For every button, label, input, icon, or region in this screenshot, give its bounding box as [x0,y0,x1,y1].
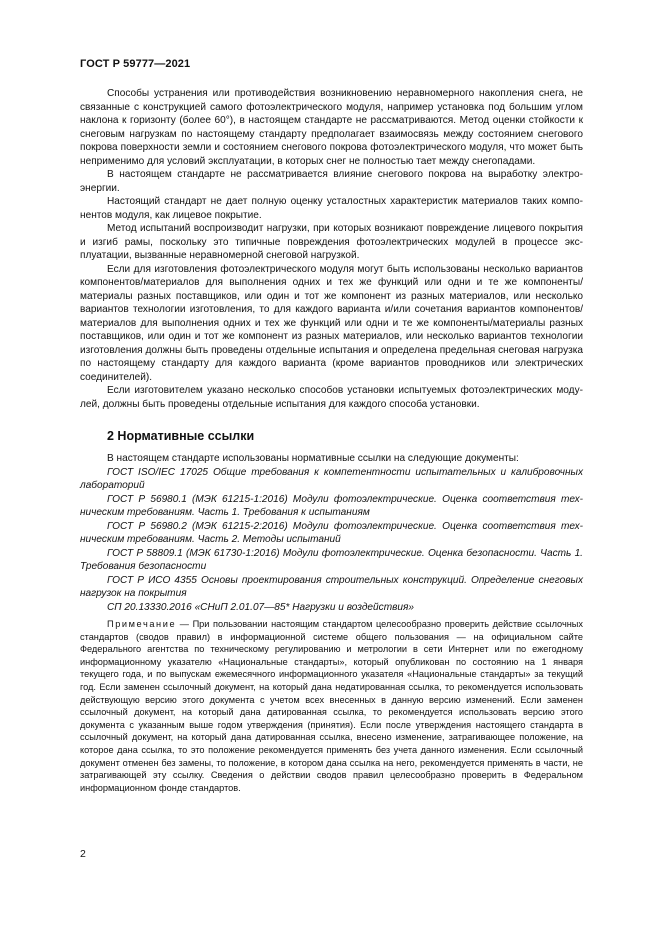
intro-paragraph: Метод испытаний воспроизводит нагрузки, при которых возникают повреждение лицевого покрытия и изгиб рамы, поскольку это типичные повреждения фотоэлектрических модулей в процессе эксплуатации, вызванные неравномерной снеговой нагрузкой. [80,223,583,261]
intro-paragraph: Настоящий стандарт не дает полную оценку усталостных характеристик материалов таких компонентов модуля, как лицевое покрытие. [80,196,583,221]
reference-item: ГОСТ Р 58809.1 (МЭК 61730-1:2016) Модули фотоэлектрические. Оценка безопасности. Часть 1. Требования безопасности [80,547,583,572]
document-body [80,87,583,794]
note-label: Примечание [107,619,177,629]
document-code-header: ГОСТ Р 59777—2021 [80,58,191,70]
reference-item: ГОСТ Р 56980.2 (МЭК 61215-2:2016) Модули фотоэлектрические. Оценка соответствия техническим требованиям. Часть 2. Методы испытаний [80,520,583,545]
intro-paragraph: Если изготовителем указано несколько способов установки испытуемых фотоэлектрических модулей, должны быть проведены отдельные испытания для каждого способа установки. [80,385,583,410]
intro-paragraph: В настоящем стандарте не рассматривается влияние снегового покрова на выработку электроэнергии. [80,169,583,194]
note-block [80,618,583,794]
section-2-lead: В настоящем стандарте использованы нормативные ссылки на следующие документы: [107,453,519,464]
reference-item: ГОСТ Р 56980.1 (МЭК 61215-1:2016) Модули фотоэлектрические. Оценка соответствия техническим требованиям. Часть 1. Требования к испытаниям [80,493,583,518]
page-number: 2 [80,848,86,860]
note-text: — При пользовании настоящим стандартом целесообразно проверить действие ссылочных стандартов (сводов правил) в информационной системе общего пользования — на официальном сайте Федерального агентства по техническому регулированию и метрологии в сети Интернет или по ежегодному информационному указателю «Национальные стандарты», который опубликован по состоянию на 1 января текущего года, и по выпускам ежемесячного информационного указателя «Национальные стандарты» за текущий год. Если заменен ссылочный документ, на который дана недатированная ссылка, то рекомендуется использовать действующую версию этого документа с учетом всех внесенных в данную версию изменений. Если заменен ссылочный документ, на который дана датированная ссылка, то рекомендуется использовать версию этого документа с указанным выше годом утверждения (принятия). Если после утверждения настоящего стандарта в ссылочный документ, на который дана датированная ссылка, внесено изменение, затрагивающее положение, на которое дана ссылка, то это положение рекомендуется применять без учета данного изменения. Если ссылочный документ отменен без замены, то положение, в котором дана ссылка на него, рекомендуется применять в части, не затрагивающей эту ссылку. Сведения о действии сводов правил целесообразно проверить в Федеральном информационном фонде стандартов. [80,619,583,793]
reference-item: СП 20.13330.2016 «СНиП 2.01.07—85* Нагрузки и воздействия» [107,601,415,613]
reference-item: ГОСТ ISO/IEC 17025 Общие требования к компетентности испытательных и калибровочных лабораторий [80,466,583,491]
intro-paragraph: Если для изготовления фотоэлектрического модуля могут быть использованы несколько вариантов компонентов/материалов для выполнения одних и тех же функций или одни и те же компоненты/материалы разных поставщиков, или один и тот же компонент из разных материалов, или несколько вариантов технологии изготовления, то для каждого варианта и/или сочетания вариантов компонентов/материалов для выполнения одних и тех же функций или одни и те же компоненты/материалы разных поставщиков, или один и тот же компонент из разных материалов, или несколько вариантов технологии изготовления должны быть проведены отдельные испытания и определена предельная снеговая нагрузка по настоящему стандарту для каждого варианта (кроме вариантов проводников или электрических соединителей). [80,263,583,383]
reference-item: ГОСТ Р ИСО 4355 Основы проектирования строительных конструкций. Определение снеговых нагрузок на покрытия [80,574,583,599]
section-2-title: 2 Нормативные ссылки [107,429,255,443]
intro-paragraph: Способы устранения или противодействия возникновению неравномерного накопления снега, не связанные с конструкцией самого фотоэлектрического модуля, например установка под большим углом наклона к горизонту (более 60°), в настоящем стандарте не рассматриваются. Метод оценки стойкости к снеговым нагрузкам по настоящему стандарту предполагает взаимосвязь между состоянием снегового покрова поверхности земли и состоянием снегового покрова фотоэлектрического модуля, что может быть неприменимо для условий эксплуатации, в которых снег не полностью тает между снегопадами. [80,88,583,167]
